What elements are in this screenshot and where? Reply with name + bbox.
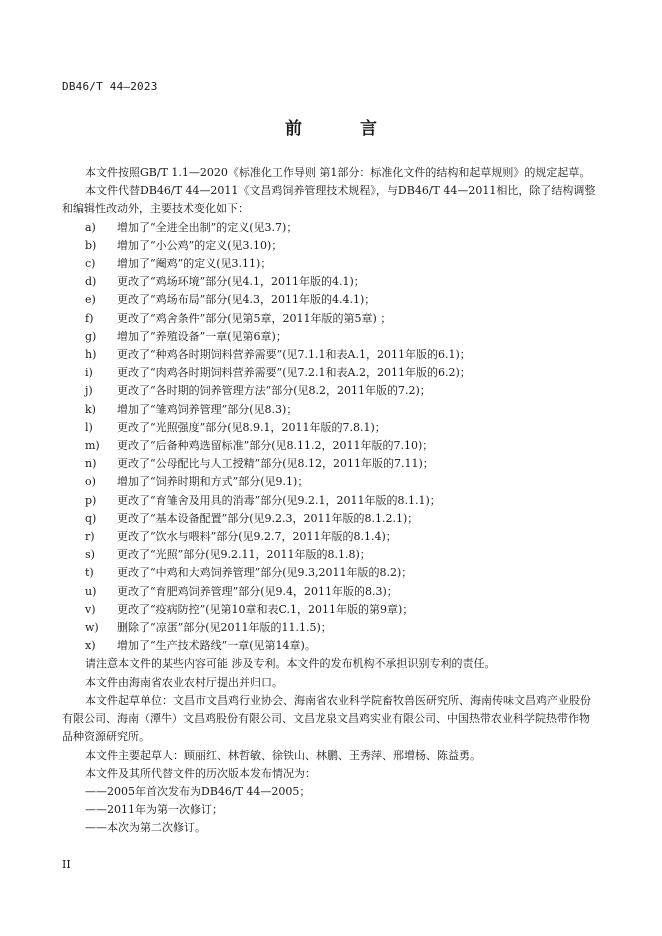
list-marker: r) (85, 530, 95, 544)
list-item-text: 增加了“阉鸡”的定义(见3.11)； (117, 257, 272, 271)
list-marker: f) (85, 311, 94, 325)
patent-notice: 请注意本文件的某些内容可能 涉及专利。本文件的发布机构不承担识别专利的责任。 (85, 657, 496, 671)
list-item-text: 增加了“生产技术路线”一章(见第14章)。 (117, 639, 316, 653)
list-marker: q) (85, 511, 97, 525)
change-list-item (62, 437, 600, 455)
history-item: ——本次为第二次修订。 (85, 821, 206, 835)
list-marker: x) (85, 639, 96, 653)
list-marker: j) (85, 384, 93, 398)
foreword-body (62, 164, 600, 838)
change-list-item (62, 583, 600, 601)
page-title: 前 言 (285, 119, 403, 139)
change-list-item (62, 528, 600, 546)
history-item: ——2011年为第一次修订； (85, 803, 223, 817)
drafting-units: 本文件起草单位：文昌市文昌鸡行业协会、海南省农业科学院畜牧兽医研究所、海南传味文昌鸡产业股份有限公司、海南（潭牛）文昌鸡股份有限公司、文昌龙泉文昌鸡实业有限公司、中国热带农业科学院热带作物品种资源研究所。 (62, 693, 591, 744)
history-intro: 本文件及其所代替文件的历次版本发布情况为： (85, 766, 316, 780)
list-marker: e) (85, 293, 96, 307)
list-item-text: 增加了“饲养时期和方式”部分(见9.1)； (117, 475, 309, 489)
change-list-item (62, 310, 600, 328)
change-list-item (62, 237, 600, 255)
list-item-text: 增加了“全进全出制”的定义(见3.7)； (117, 220, 298, 234)
proposer-statement: 本文件由海南省农业农村厅提出并归口。 (85, 675, 283, 689)
list-marker: l) (85, 420, 93, 434)
change-list-item (62, 510, 600, 528)
list-item-text: 增加了“雏鸡饲养管理”部分(见8.3)； (117, 402, 298, 416)
list-item-text: 增加了“养殖设备”一章(见第6章)； (117, 329, 287, 343)
list-item-text: 更改了“育雏舍及用具的消毒”部分(见9.2.1，2011年版的8.1.1)； (117, 493, 441, 507)
list-marker: m) (85, 439, 100, 453)
change-list-item (62, 364, 600, 382)
list-marker: h) (85, 348, 97, 362)
list-item-text: 更改了“后备种鸡选留标准”部分(见8.11.2，2011年版的7.10)； (117, 439, 434, 453)
list-marker: b) (85, 238, 97, 252)
list-marker: t) (85, 566, 94, 580)
change-list-item (62, 382, 600, 400)
list-marker: n) (85, 457, 97, 471)
page-number: II (62, 858, 71, 871)
list-item-text: 更改了“育肥鸡饲养管理”部分(见9.4，2011年版的8.3)； (117, 584, 398, 598)
change-list-item (62, 255, 600, 273)
change-list-item (62, 619, 600, 637)
list-item-text: 更改了“基本设备配置”部分(见9.2.3，2011年版的8.1.2.1)； (117, 511, 419, 525)
changes-list (62, 219, 600, 656)
list-item-text: 更改了“种鸡各时期饲料营养需要”(见7.1.1和表A.1，2011年版的6.1)； (117, 348, 471, 362)
change-list-item (62, 291, 600, 309)
intro-paragraph-1: 本文件按照GB/T 1.1—2020《标准化工作导则 第1部分：标准化文件的结构和起草规则》的规定起草。 (85, 166, 591, 179)
change-list-item (62, 328, 600, 346)
change-list-item (62, 273, 600, 291)
list-marker: i) (85, 366, 93, 380)
change-list-item (62, 492, 600, 510)
list-item-text: 更改了“鸡场布局”部分(见4.3，2011年版的4.4.1)； (117, 293, 376, 307)
drafters: 本文件主要起草人：顾丽红、林哲敏、徐铁山、林鹏、王秀萍、邢增杨、陈益勇。 (85, 748, 481, 762)
list-item-text: 更改了“公母配比与人工授精”部分(见8.12，2011年版的7.11)； (117, 457, 434, 471)
change-list-item (62, 637, 600, 655)
list-marker: p) (85, 493, 97, 507)
list-marker: u) (85, 584, 97, 598)
change-list-item (62, 564, 600, 582)
change-list-item (62, 346, 600, 364)
list-item-text: 更改了“光照强度”部分(见8.9.1，2011年版的7.8.1)； (117, 420, 386, 434)
list-item-text: 增加了“小公鸡”的定义(见3.10)； (117, 238, 283, 252)
change-list-item (62, 455, 600, 473)
change-list-item (62, 401, 600, 419)
list-marker: w) (85, 621, 99, 635)
list-marker: d) (85, 275, 97, 289)
change-list-item (62, 601, 600, 619)
list-marker: c) (85, 257, 96, 271)
list-item-text: 更改了“鸡场环境”部分(见4.1，2011年版的4.1)； (117, 275, 365, 289)
list-item-text: 更改了“各时期的饲养管理方法”部分(见8.2，2011年版的7.2)； (117, 384, 431, 398)
list-item-text: 更改了“肉鸡各时期饲料营养需要”(见7.2.1和表A.2，2011年版的6.2)； (117, 366, 471, 380)
list-marker: a) (85, 220, 96, 234)
change-list-item (62, 546, 600, 564)
document-code: DB46/T 44—2023 (62, 80, 158, 93)
list-marker: o) (85, 475, 96, 489)
list-item-text: 更改了“疫病防控”(见第10章和表C.1，2011年版的第9章)； (117, 602, 414, 616)
list-item-text: 更改了“鸡舍条件”部分(见第5章，2011年版的第5章) ； (117, 311, 392, 325)
change-list-item (62, 473, 600, 491)
list-marker: k) (85, 402, 96, 416)
intro-paragraph-2: 本文件代替DB46/T 44—2011《文昌鸡饲养管理技术规程》，与DB46/T 44—2011相比，除了结构调整和编辑性改动外，主要技术变化如下： (62, 184, 596, 216)
list-marker: v) (85, 602, 96, 616)
change-list-item (62, 219, 600, 237)
history-item: ——2005年首次发布为DB46/T 44—2005； (85, 784, 311, 798)
list-item-text: 更改了“饮水与喂料”部分(见9.2.7，2011年版的8.1.4)； (117, 530, 397, 544)
change-list-item (62, 419, 600, 437)
list-item-text: 删除了“凉蛋”部分(见2011年版的11.1.5)； (117, 621, 332, 635)
list-marker: g) (85, 329, 97, 343)
list-item-text: 更改了“中鸡和大鸡饲养管理”部分(见9.3,2011年版的8.2)； (117, 566, 413, 580)
list-marker: s) (85, 548, 95, 562)
list-item-text: 更改了“光照”部分(见9.2.11，2011年版的8.1.8)； (117, 548, 371, 562)
